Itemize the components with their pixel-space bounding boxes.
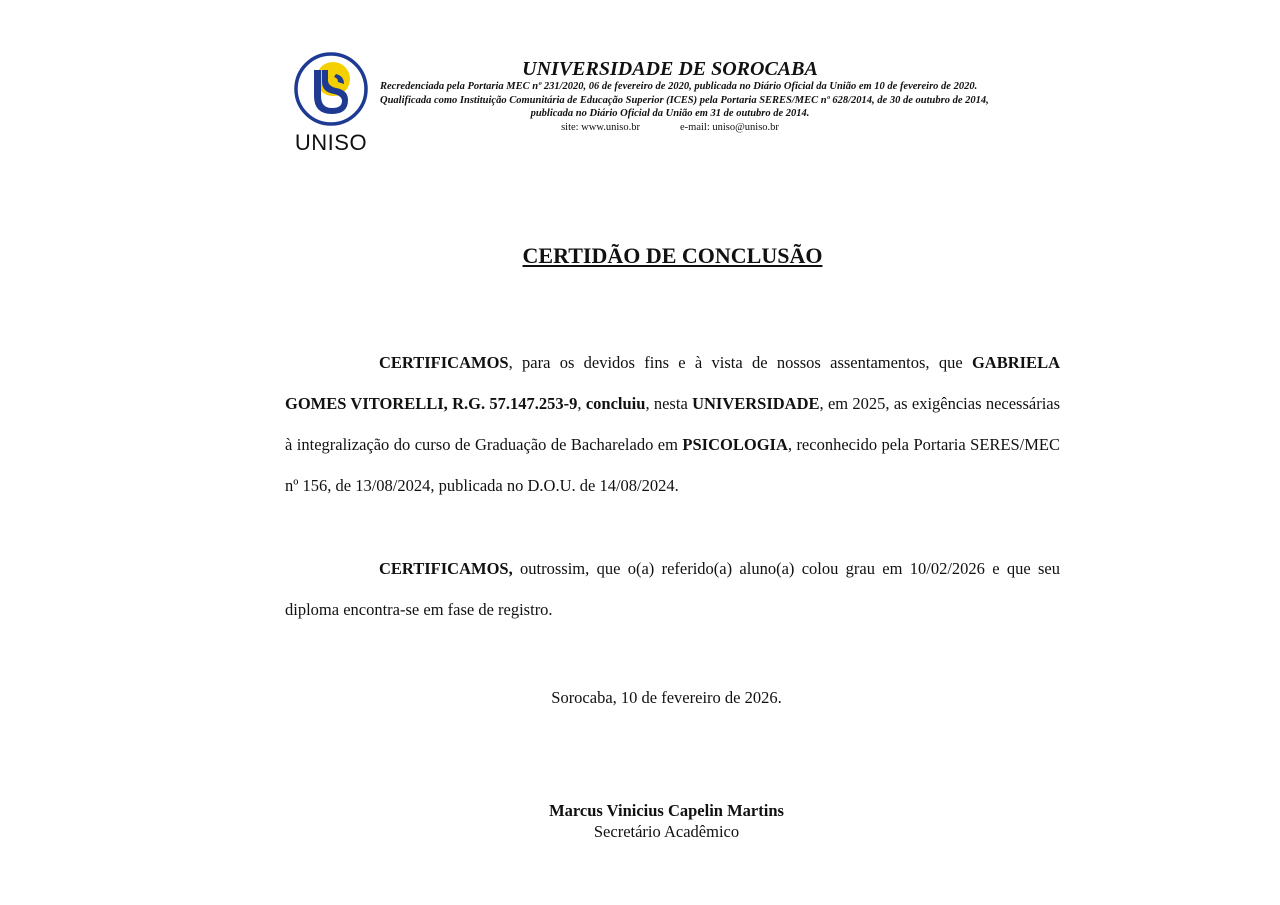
document-title: CERTIDÃO DE CONCLUSÃO [522, 243, 823, 268]
signatory-name: Marcus Vinicius Capelin Martins [549, 801, 784, 820]
para2-text-1: outrossim, que o(a) referido(a) aluno(a) colou grau em 10/02/2026 e que seu diploma encontra-se em fase de registro. [285, 559, 1060, 619]
signature-block [285, 800, 1048, 842]
site-text: site: www.uniso.br [561, 121, 641, 133]
uniso-logo [290, 52, 372, 156]
uniso-logo-icon [290, 52, 372, 130]
universidade-label: UNIVERSIDADE [692, 394, 820, 413]
university-name: UNIVERSIDADE DE SOROCABA [522, 58, 818, 80]
letterhead [380, 58, 989, 134]
student-identification: GABRIELA GOMES VITORELLI, R.G. 57.147.253-9 [285, 353, 1060, 413]
place-date: Sorocaba, 10 de fevereiro de 2026. [551, 688, 782, 707]
para1-text-4: , em 2025, as exigências necessárias à integralização do curso de Graduação de Bacharelado em [285, 394, 1061, 454]
para1-text-5: , reconhecido pela Portaria SERES/MEC nº 156, de 13/08/2024, publicada no D.O.U. de 14/08/2024. [285, 435, 1061, 495]
signatory-role: Secretário Acadêmico [593, 822, 740, 841]
concluiu-label: concluiu [585, 394, 646, 413]
certificamos-label: CERTIFICAMOS [379, 353, 509, 372]
accreditation-line-3: publicada no Diário Oficial da União em 31 de outubro de 2014. [530, 108, 810, 119]
logo-wordmark: UNISO [294, 130, 368, 155]
accreditation-line-2: Qualificada como Instituição Comunitária de Educação Superior (ICES) pela Portaria SERES/MEC nº 628/2014, de 30 de outubro de 2014, [380, 94, 989, 106]
certification-paragraph-1 [285, 342, 1060, 506]
certificamos-label-2: CERTIFICAMOS, [379, 559, 513, 578]
accreditation-line-1: Recredenciada pela Portaria MEC nº 231/2020, 06 de fevereiro de 2020, publicada no Diário Oficial da União em 10 de fevereiro de 2020. [380, 81, 978, 92]
contact-line [380, 121, 960, 135]
course-name: PSICOLOGIA [682, 435, 788, 454]
para1-text-3: , nesta [645, 394, 693, 413]
email-text: e-mail: uniso@uniso.br [680, 121, 779, 133]
para1-text-2: , [577, 394, 586, 413]
certification-paragraph-2 [285, 548, 1060, 630]
para1-text-1: , para os devidos fins e à vista de nossos assentamentos, que [508, 353, 972, 372]
